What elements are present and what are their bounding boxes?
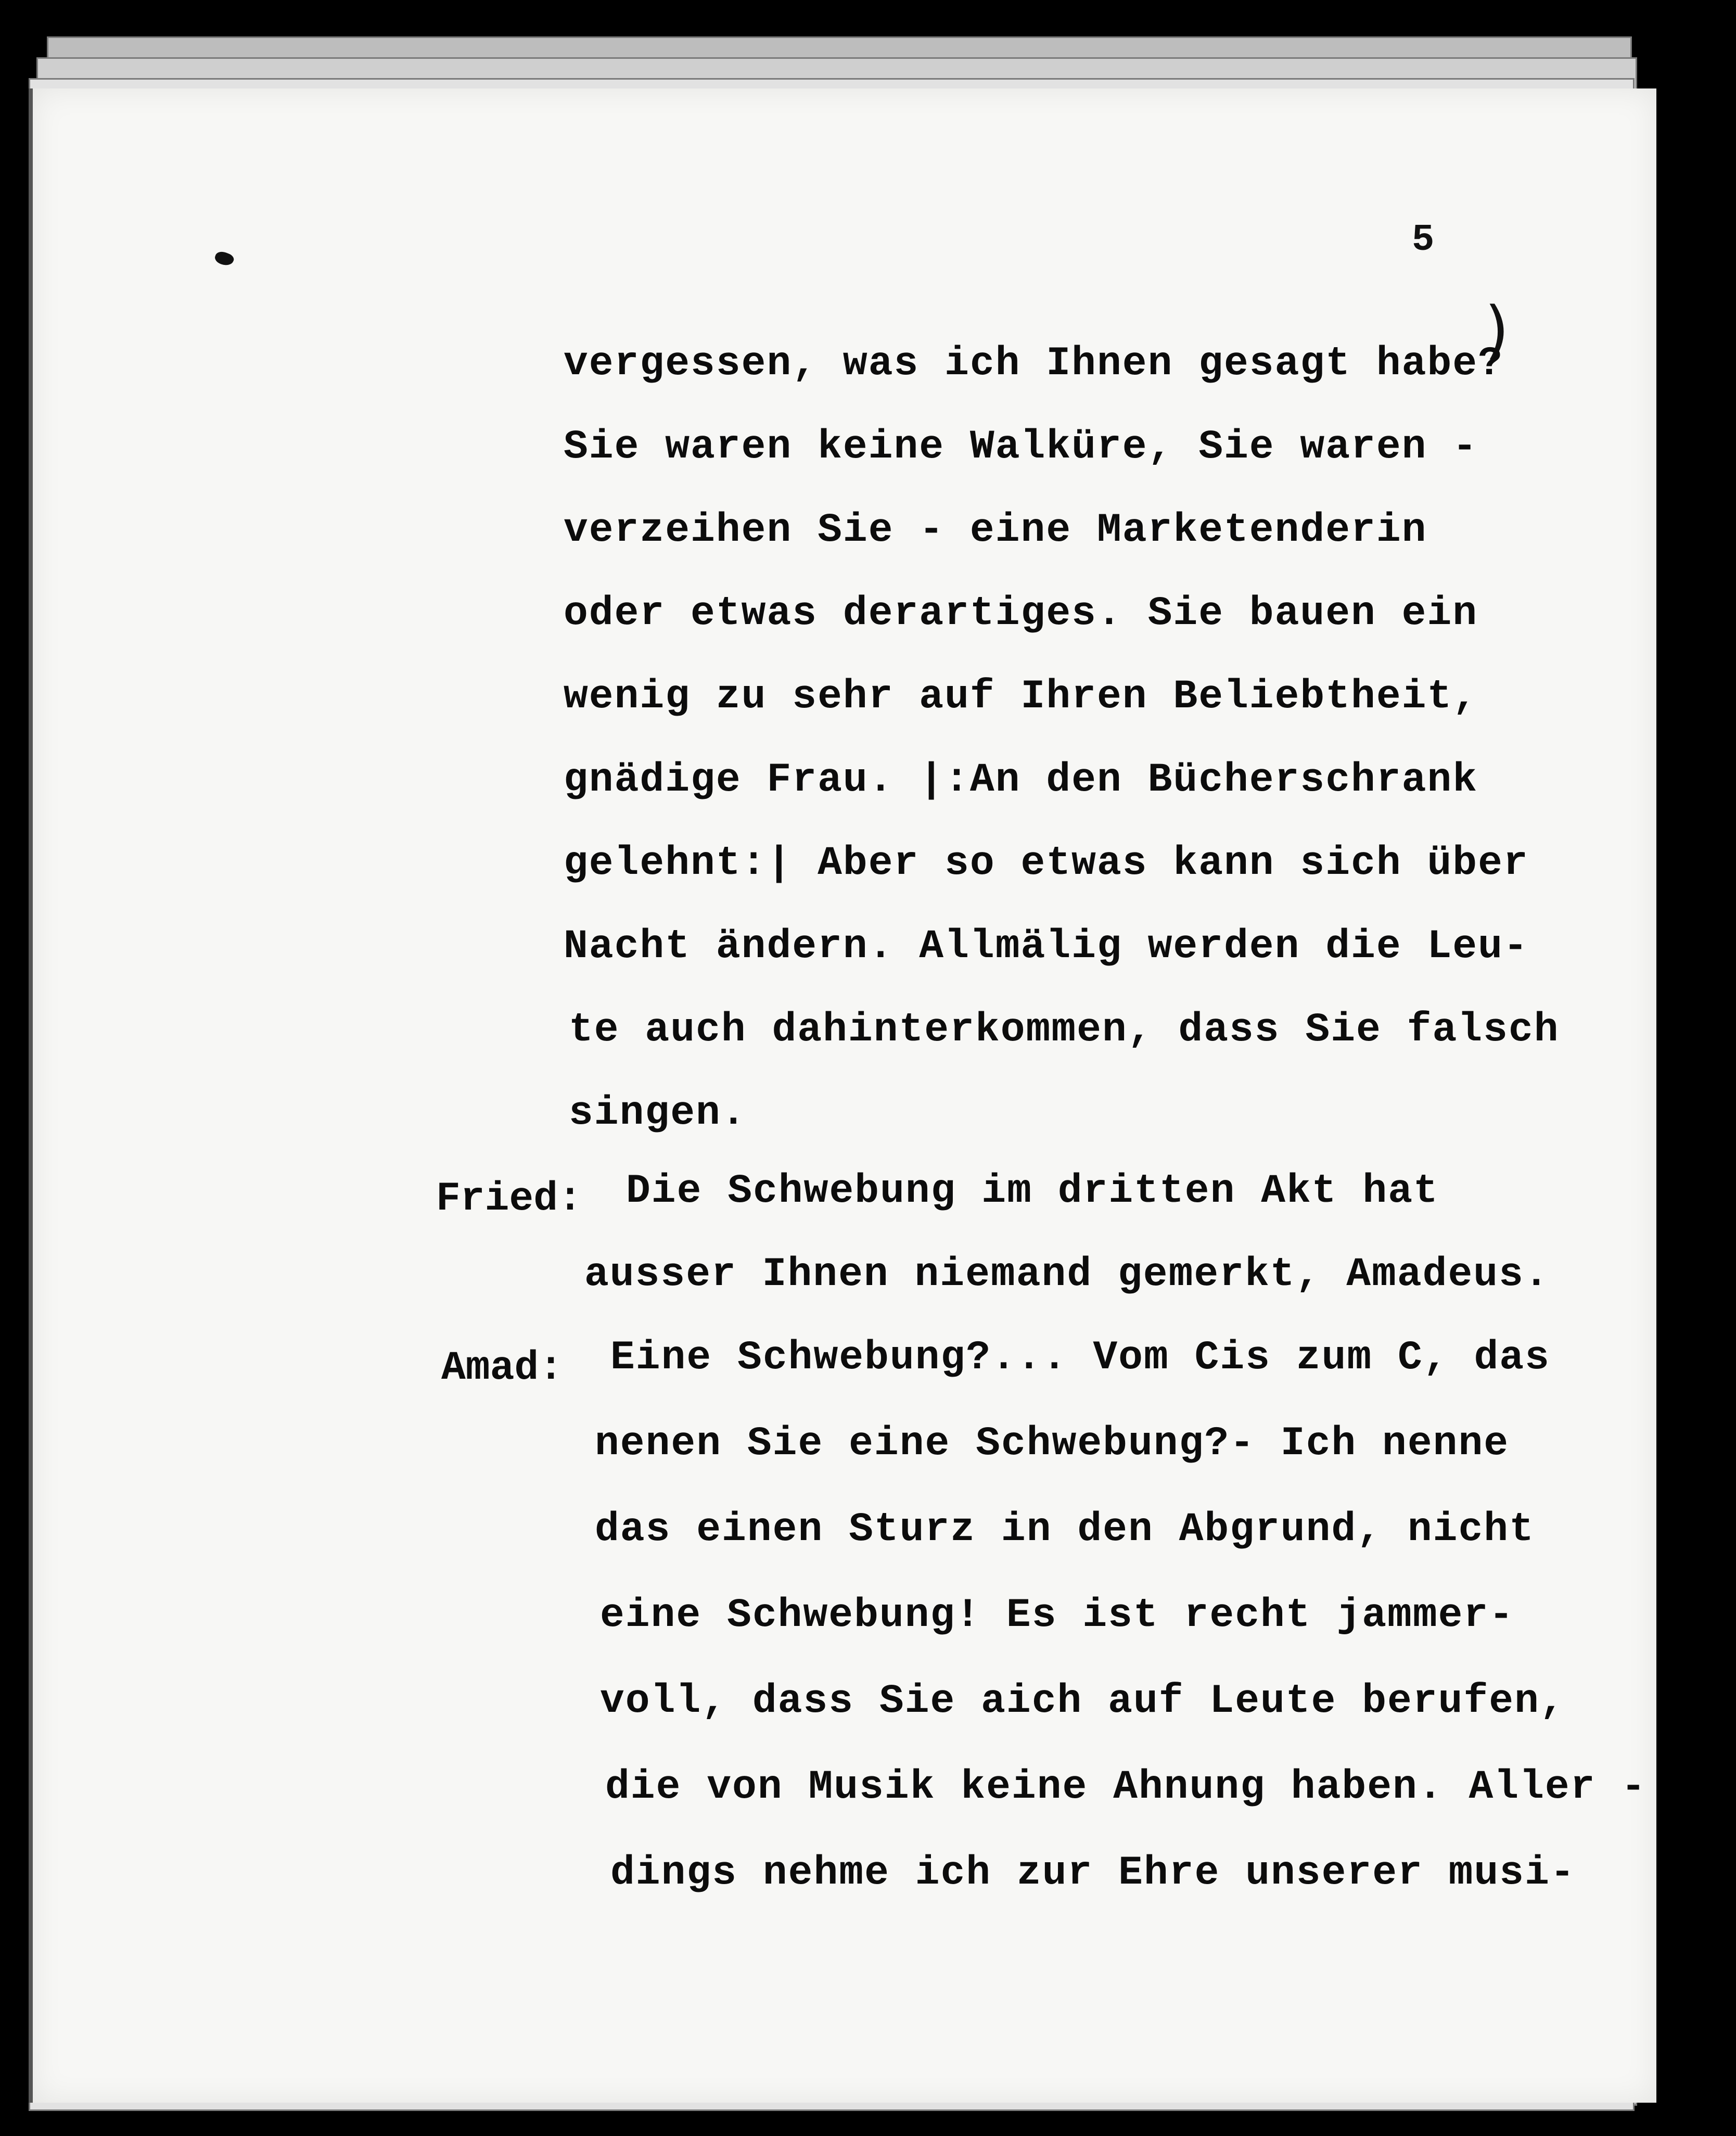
dialogue-line: nenen Sie eine Schwebung?- Ich nenne [595, 1421, 1510, 1467]
text-line: gelehnt:| Aber so etwas kann sich über [564, 841, 1529, 886]
dialogue-line: die von Musik keine Ahnung haben. Aller - [605, 1764, 1647, 1810]
dialogue-line: ausser Ihnen niemand gemerkt, Amadeus. [584, 1252, 1550, 1298]
text-line: wenig zu sehr auf Ihren Beliebtheit, [564, 674, 1478, 720]
dialogue-line: Eine Schwebung?... Vom Cis zum C, das [610, 1335, 1550, 1381]
text-line: singen. [569, 1090, 747, 1136]
speaker-label: Fried: [436, 1176, 582, 1222]
page-number: 5 [1412, 219, 1435, 261]
text-line: Nacht ändern. Allmälig werden die Leu- [564, 924, 1529, 970]
typescript-page [29, 88, 1656, 2103]
dialogue-line: eine Schwebung! Es ist recht jammer- [600, 1593, 1515, 1638]
dialogue-line: dings nehme ich zur Ehre unserer musi- [610, 1850, 1576, 1896]
text-line: gnädige Frau. |:An den Bücherschrank [564, 757, 1478, 803]
text-line: te auch dahinterkommen, dass Sie falsch [569, 1007, 1560, 1053]
dialogue-line: Die Schwebung im dritten Akt hat [626, 1168, 1439, 1214]
text-line: oder etwas derartiges. Sie bauen ein [564, 591, 1478, 637]
margin-bracket: ) [1485, 294, 1509, 366]
text-line: verzeihen Sie - eine Marketenderin [564, 507, 1427, 553]
speaker-label: Amad: [441, 1345, 564, 1391]
text-line: vergessen, was ich Ihnen gesagt habe? [564, 341, 1503, 387]
text-line: Sie waren keine Walküre, Sie waren - [564, 424, 1478, 470]
ink-blot [213, 250, 235, 268]
dialogue-line: voll, dass Sie aich auf Leute berufen, [600, 1679, 1565, 1724]
dialogue-line: das einen Sturz in den Abgrund, nicht [595, 1507, 1535, 1553]
